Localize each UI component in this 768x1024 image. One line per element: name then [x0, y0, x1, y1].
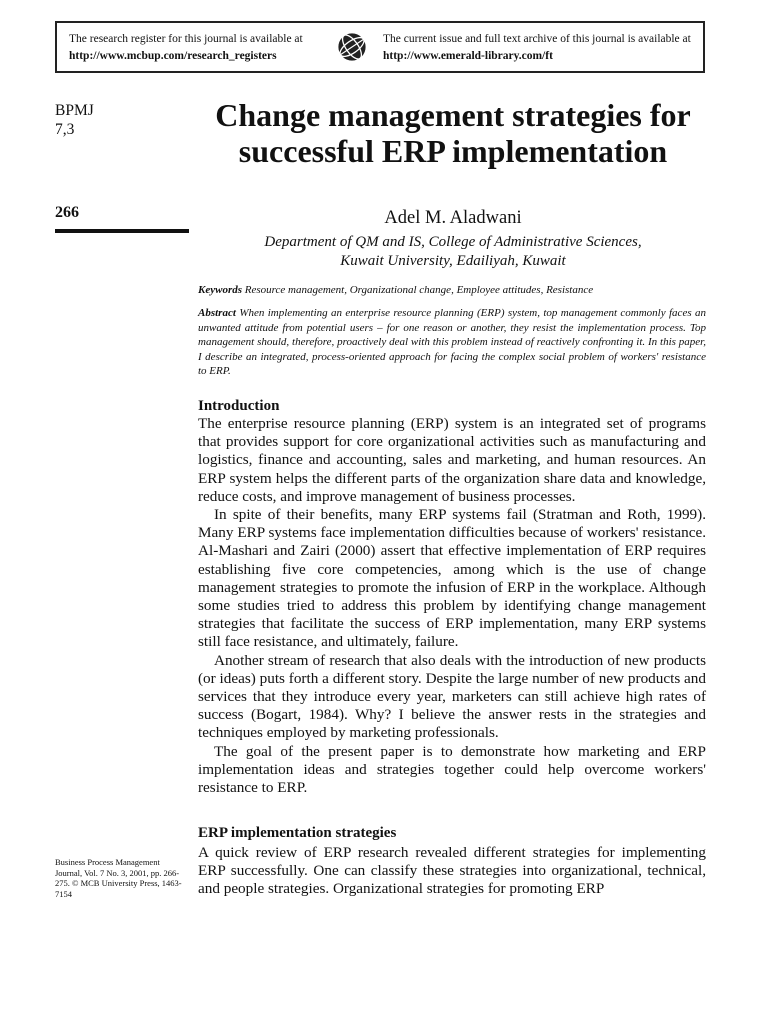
- archive-link[interactable]: http://www.emerald-library.com/ft: [383, 50, 553, 62]
- keywords: [198, 283, 718, 298]
- paragraph: The enterprise resource planning (ERP) system is an integrated set of programs that provides support for core organizational activities such as manufacturing and logistics, finance and accounting, sales and marketing, and human resources. An ERP system helps the different parts of the organization share data and knowledge, reduce costs, and improve management of business processes.: [198, 415, 706, 505]
- introduction-body: [198, 415, 706, 797]
- research-register-link[interactable]: http://www.mcbup.com/research_registers: [69, 50, 277, 62]
- journal-abbreviation: [55, 101, 94, 139]
- erp-strategies-heading: ERP implementation strategies: [198, 825, 397, 841]
- citation-footnote: Business Process Management Journal, Vol. 7 No. 3, 2001, pp. 266-275. © MCB University Press, 1463-7154: [55, 857, 182, 899]
- keywords-label: Keywords: [198, 284, 242, 296]
- abstract-label: Abstract: [198, 307, 236, 319]
- archive-text: The current issue and full text archive of this journal is available at: [383, 33, 691, 45]
- abstract-text: When implementing an enterprise resource planning (ERP) system, top management commonly faces an unwanted attitude from potential users – for one reason or another, they resist the implementation process. Top management should, therefore, proactively deal with this problem instead of reactively confronting it. In this paper, I describe an integrated, process-oriented approach for facing the complex social problem of workers' resistance to ERP.: [198, 307, 707, 377]
- paragraph: The goal of the present paper is to demonstrate how marketing and ERP implementation ideas and strategies together could help overcome workers' resistance to ERP.: [198, 742, 706, 797]
- page-number: 266: [55, 204, 79, 221]
- author-name: Adel M. Aladwani: [384, 208, 522, 228]
- journal-volume: 7,3: [55, 121, 75, 138]
- author-affiliation: [198, 233, 708, 271]
- article-title: Change management strategies for successful ERP implementation: [215, 97, 691, 169]
- affiliation-line-1: Department of QM and IS, College of Administrative Sciences,: [264, 234, 642, 250]
- paragraph: A quick review of ERP research revealed different strategies for implementing ERP successfully. One can classify these strategies into organizational, technical, and people strategies. Organizational strategies for promoting ERP: [198, 844, 706, 898]
- research-register-text: The research register for this journal is available at: [69, 33, 303, 45]
- globe-logo-icon: [336, 31, 368, 63]
- introduction-heading: Introduction: [198, 398, 280, 414]
- paragraph: In spite of their benefits, many ERP systems fail (Stratman and Roth, 1999). Many ERP systems face implementation difficulties because of workers' resistance. Al-Mashari and Zairi (2000) assert that effective implementation of ERP requires establishing five core competencies, among which is the use of change management strategies to promote the infusion of ERP in the workplace. Although some studies tried to address this problem by identifying change management strategies that facilitate the success of ERP implementation, many ERP systems still face resistance, and ultimately, failure.: [198, 506, 706, 651]
- margin-rule: [55, 229, 189, 233]
- journal-header-box: [55, 21, 705, 73]
- affiliation-line-2: Kuwait University, Edailiyah, Kuwait: [340, 253, 566, 269]
- abstract: [198, 306, 706, 379]
- paragraph: Another stream of research that also deals with the introduction of new products (or ideas) puts forth a different story. Despite the large number of new products and services that they introduce every year, marketers can still achieve high rates of success (Bogart, 1984). Why? I believe the answer rests in the strategies and techniques employed by marketing professionals.: [198, 651, 706, 742]
- research-register-notice: [69, 31, 303, 65]
- archive-notice: [383, 31, 691, 65]
- keywords-text: Resource management, Organizational change, Employee attitudes, Resistance: [244, 284, 594, 296]
- erp-strategies-body: [198, 844, 706, 899]
- journal-name: BPMJ: [55, 102, 94, 119]
